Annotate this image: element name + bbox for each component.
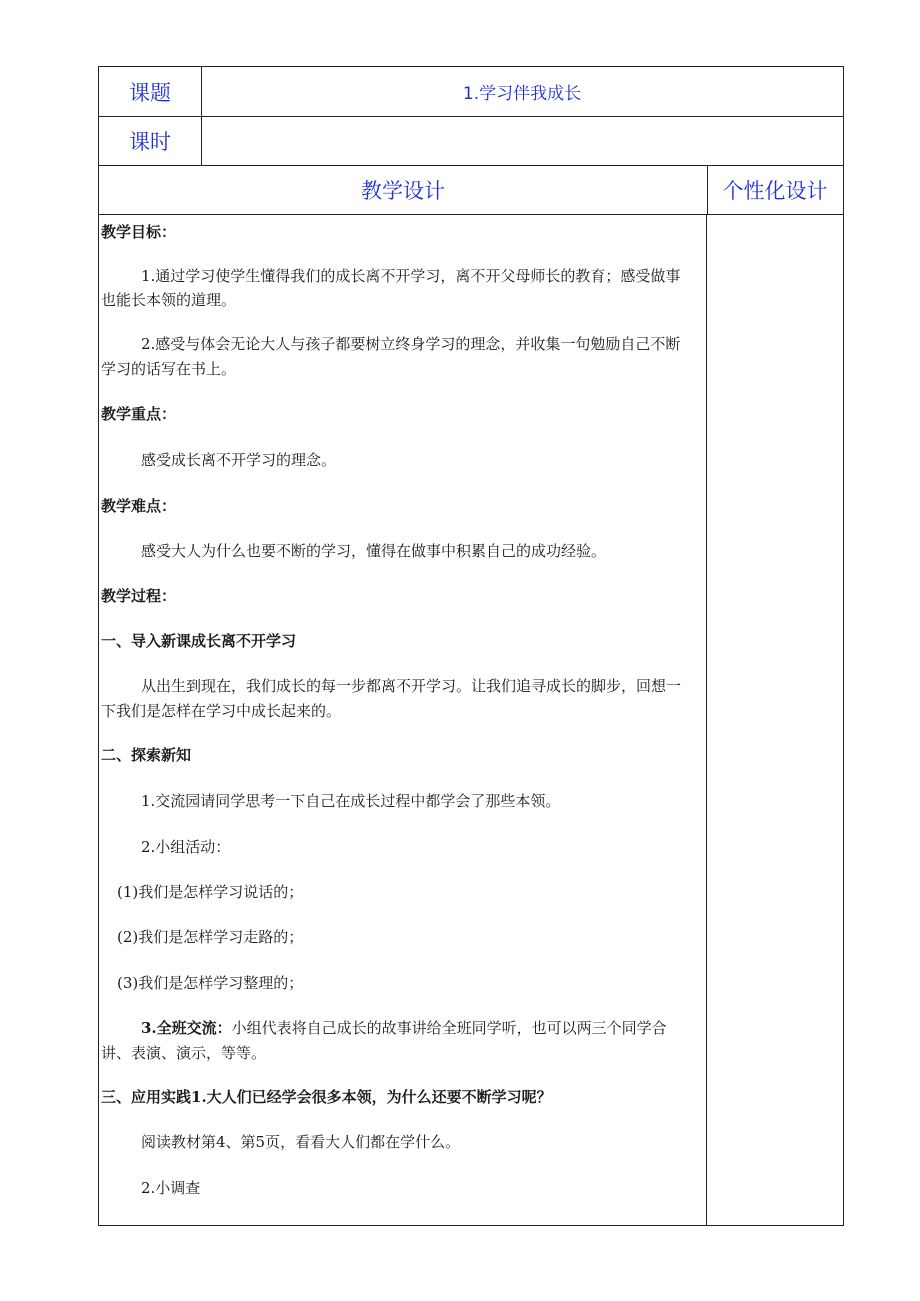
goals-heading: 教学目标： [101,223,177,241]
part-2-item-2: 2.小组活动： [141,838,231,856]
part-2-item-3-line-1 [141,1018,667,1038]
lesson-plan-table [98,66,844,1226]
lesson-content [99,215,707,1225]
part-1-line-1: 从出生到现在，我们成长的每一步都离不开学习。让我们追寻成长的脚步，回想一 [141,677,682,695]
part-3-line-1: 阅读教材第4、第5页，看看大人们都在学什么。 [141,1133,461,1151]
part-2-sub-1: (1)我们是怎样学习说话的； [117,883,304,901]
part-1-line-2: 下我们是怎样在学习中成长起来的。 [101,702,342,720]
process-heading: 教学过程： [101,587,177,605]
topic-row [99,67,843,117]
topic-label: 课题 [99,67,202,116]
part-2-sub-2: (2)我们是怎样学习走路的； [117,928,304,946]
difficulty-heading: 教学难点： [101,497,177,515]
design-header-row [99,166,843,215]
part-3-heading: 三、应用实践1.大人们已经学会很多本领，为什么还要不断学习呢？ [101,1088,552,1106]
key-point-heading: 教学重点： [101,405,177,423]
goal-2-line-1: 2.感受与体会无论大人与孩子都要树立终身学习的理念，并收集一句勉励自己不断 [141,335,681,353]
part-2-heading: 二、探索新知 [101,746,192,764]
part-2-item-1: 1.交流园请同学思考一下自己在成长过程中都学会了那些本领。 [141,792,561,810]
part-3-item-2: 2.小调查 [141,1179,201,1197]
goal-1-line-2: 也能长本领的道理。 [101,291,237,309]
personal-design-heading: 个性化设计 [722,179,828,203]
goal-1-line-1: 1.通过学习使学生懂得我们的成长离不开学习，离不开父母师长的教育；感受做事 [141,267,681,285]
part-1-heading: 一、导入新课成长离不开学习 [101,632,297,650]
difficulty-text: 感受大人为什么也要不断的学习，懂得在做事中积累自己的成功经验。 [141,542,607,560]
design-heading: 教学设计 [99,166,708,214]
period-value [201,117,843,165]
goal-2-line-2: 学习的话写在书上。 [101,360,237,378]
part-2-sub-3: (3)我们是怎样学习整理的； [117,974,304,992]
period-label: 课时 [99,117,202,165]
key-point-text: 感受成长离不开学习的理念。 [141,451,337,469]
personal-design-column [707,215,843,1225]
period-row [99,117,843,166]
part-2-item-3-lead: 3.全班交流： [141,1019,232,1037]
part-2-item-3-text: 小组代表将自己成长的故事讲给全班同学听，也可以两三个同学合 [231,1019,667,1037]
topic-value: 1.学习伴我成长 [462,84,582,104]
part-2-item-3-line-2: 讲、表演、演示，等等。 [101,1044,267,1062]
